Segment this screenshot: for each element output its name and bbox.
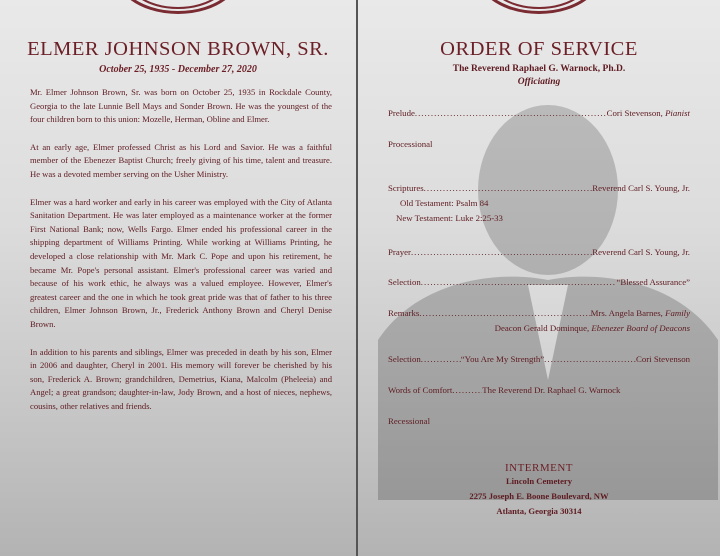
leader-dots [544, 354, 636, 364]
item-label: Prayer [388, 247, 411, 257]
obituary-paragraph: Elmer was a hard worker and early in his career was employed with the City of Atlanta Sanitation Department. He was later employed as a maintenance worker at the former First National Bank; now, Wells Fargo. Elmer ended his professional career in the shipping department of Williams Printing. While working at Williams Printing, he developed a close relationship with Mr. Mark C. Pope and upon his retirement, he became Mr. Pope's personal assistant. Elmer's professional career was varied and because of his work ethic, he always was a valued employee. However, Elmer's greatest career and the one in which he took great pride was that of father to his three children, Elmer Johnson Brown, Jr., Frederick Anthony Brown and Cheryl Denise Brown. [30, 196, 332, 329]
participant-name: Cori Stevenson, [606, 108, 666, 118]
participant-role: Family [665, 308, 690, 318]
item-label: Scriptures [388, 183, 424, 193]
song-title: “You Are My Strength” [460, 354, 545, 364]
obituary-paragraph: In addition to his parents and siblings, Elmer was preceded in death by his son, Elmer in 2006 and daughter, Cheryl in 2001. His memory will forever be cherished by his son, Frederick A. Brown; grandchildren, Demetrius, Kiana, Malcolm (Pheleeia) and Angel; a great grandson; daughter-in-law, Jody Brown, and a host of nieces, nephews, cousins, other relatives and friends. [30, 346, 332, 411]
leader-dots [419, 308, 590, 318]
officiant-name: The Reverend Raphael G. Warnock, Ph.D. [452, 64, 626, 74]
item-value: Reverend Carl S. Young, Jr. [592, 183, 690, 193]
item-label: Selection [388, 277, 421, 287]
participant-role: Pianist [665, 108, 690, 118]
old-testament-reading: Old Testament: Psalm 84 [400, 198, 489, 208]
participant-name: Mrs. Angela Barnes, [590, 308, 666, 318]
cemetery-name: Lincoln Cemetery [505, 476, 573, 486]
program-item-remarks [388, 308, 690, 318]
program-item-recessional: Recessional [388, 416, 431, 426]
program-item-processional: Processional [388, 139, 433, 149]
deceased-name: ELMER JOHNSON BROWN, SR. [27, 38, 329, 60]
cemetery-address: 2275 Joseph E. Boone Boulevard, NW [469, 491, 609, 501]
ornament-flourish [123, 0, 233, 20]
order-of-service-panel [358, 0, 720, 556]
item-label: Remarks [388, 308, 420, 318]
program-item-selection-2 [388, 354, 690, 364]
leader-dots [421, 277, 617, 287]
participant-role: Ebenezer Board of Deacons [591, 323, 690, 333]
interment-block [358, 462, 720, 519]
program-item-prelude [388, 108, 690, 118]
leader-dots [411, 247, 592, 257]
obituary-text [30, 86, 332, 427]
item-label: Selection [388, 354, 421, 364]
new-testament-reading: New Testament: Luke 2:25-33 [396, 213, 503, 223]
obituary-paragraph: At an early age, Elmer professed Christ as his Lord and Savior. He was a faithful member of the Ebenezer Baptist Church; freely giving of his time, talent and treasure. He was a devoted member serving on the Usher Ministry. [30, 141, 332, 179]
leader-dots [424, 183, 593, 193]
program-item-scriptures [388, 183, 690, 193]
item-value [591, 308, 690, 318]
program-item-words-of-comfort [388, 385, 690, 395]
leader-dots [421, 354, 461, 364]
obituary-paragraph: Mr. Elmer Johnson Brown, Sr. was born on October 25, 1935 in Rockdale County, Georgia to the late Lunnie Bell Mays and Sonder Brown. He was the youngest of the four children born to this union: Mozelle, Herman, Obline and Elmer. [30, 87, 332, 125]
remarks-second-speaker [495, 323, 690, 333]
item-label: Prelude [388, 108, 415, 118]
program-item-selection-1 [388, 277, 690, 287]
officiating-label: Officiating [517, 77, 561, 87]
order-of-service-title: ORDER OF SERVICE [440, 38, 638, 60]
participant-name: Deacon Gerald Dominque, [494, 323, 592, 333]
officiant-block [358, 63, 720, 89]
obituary-panel [0, 0, 356, 556]
interment-heading: INTERMENT [504, 462, 574, 474]
leader-dots [415, 108, 607, 118]
cemetery-city: Atlanta, Georgia 30314 [496, 506, 582, 516]
item-value: Cori Stevenson [635, 354, 690, 364]
leader-dots [452, 385, 482, 395]
life-dates: October 25, 1935 - December 27, 2020 [99, 64, 257, 75]
item-value: “Blessed Assurance” [616, 277, 690, 287]
ornament-flourish [484, 0, 594, 20]
item-label: Words of Comfort [388, 385, 453, 395]
program-item-prayer [388, 247, 690, 257]
item-value [607, 108, 690, 118]
item-value: The Reverend Dr. Raphael G. Warnock [482, 385, 621, 395]
item-value: Reverend Carl S. Young, Jr. [592, 247, 690, 257]
